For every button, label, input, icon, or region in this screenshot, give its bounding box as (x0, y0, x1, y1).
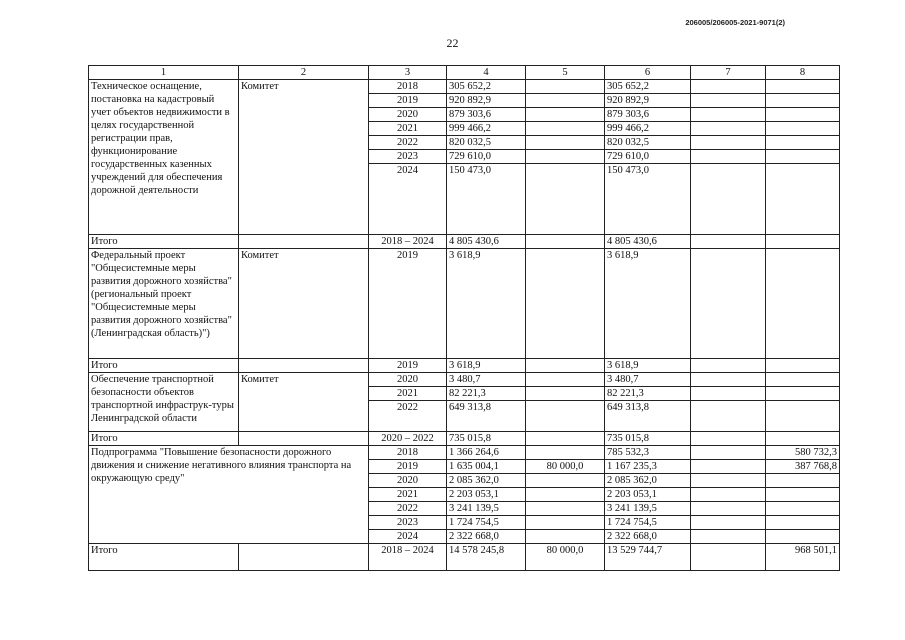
value-cell-col6: 150 473,0 (605, 164, 691, 235)
total-label-cell: Итого (89, 359, 239, 373)
value-cell-col5 (526, 150, 605, 164)
program-name-cell: Федеральный проект "Общесистемные меры развития дорожного хозяйства" (региональный проект "Общесистемные меры развития дорожного хозяйства" (Ленинградская область)") (89, 249, 239, 359)
value-cell-col6: 735 015,8 (605, 432, 691, 446)
program-name-cell: Обеспечение транспортной безопасности объектов транспортной инфраструк-туры Ленинградской области (89, 373, 239, 432)
table-row (89, 373, 840, 387)
value-cell-col4: 3 618,9 (447, 359, 526, 373)
value-cell-col5 (526, 136, 605, 150)
total-label-cell: Итого (89, 235, 239, 249)
year-cell: 2022 (369, 401, 447, 432)
year-cell: 2018 (369, 80, 447, 94)
column-header: 4 (447, 66, 526, 80)
year-cell: 2021 (369, 122, 447, 136)
value-cell-col8 (766, 80, 840, 94)
value-cell-col4: 150 473,0 (447, 164, 526, 235)
empty-cell (239, 432, 369, 446)
value-cell-col7 (691, 401, 766, 432)
value-cell-col5 (526, 474, 605, 488)
value-cell-col8 (766, 94, 840, 108)
year-cell: 2021 (369, 488, 447, 502)
header-row (89, 66, 840, 80)
value-cell-col8 (766, 530, 840, 544)
value-cell-col7 (691, 474, 766, 488)
value-cell-col6: 2 085 362,0 (605, 474, 691, 488)
value-cell-col7 (691, 488, 766, 502)
column-header: 5 (526, 66, 605, 80)
value-cell-col7 (691, 136, 766, 150)
value-cell-col7 (691, 446, 766, 460)
value-cell-col6: 3 241 139,5 (605, 502, 691, 516)
value-cell-col5 (526, 235, 605, 249)
value-cell-col4: 820 032,5 (447, 136, 526, 150)
year-cell: 2019 (369, 359, 447, 373)
value-cell-col4: 2 322 668,0 (447, 530, 526, 544)
value-cell-col4: 735 015,8 (447, 432, 526, 446)
value-cell-col7 (691, 359, 766, 373)
value-cell-col4: 649 313,8 (447, 401, 526, 432)
column-header: 8 (766, 66, 840, 80)
year-cell: 2020 – 2022 (369, 432, 447, 446)
column-header: 7 (691, 66, 766, 80)
value-cell-col4: 999 466,2 (447, 122, 526, 136)
value-cell-col7 (691, 164, 766, 235)
value-cell-col5 (526, 249, 605, 359)
value-cell-col4: 305 652,2 (447, 80, 526, 94)
value-cell-col4: 4 805 430,6 (447, 235, 526, 249)
value-cell-col4: 729 610,0 (447, 150, 526, 164)
value-cell-col8 (766, 108, 840, 122)
value-cell-col8: 968 501,1 (766, 544, 840, 571)
value-cell-col8 (766, 516, 840, 530)
value-cell-col5 (526, 502, 605, 516)
value-cell-col7 (691, 530, 766, 544)
year-cell: 2024 (369, 530, 447, 544)
table-row (89, 80, 840, 94)
total-row (89, 235, 840, 249)
value-cell-col8 (766, 122, 840, 136)
value-cell-col4: 14 578 245,8 (447, 544, 526, 571)
value-cell-col6: 3 618,9 (605, 249, 691, 359)
year-cell: 2019 (369, 460, 447, 474)
value-cell-col8 (766, 488, 840, 502)
value-cell-col6: 820 032,5 (605, 136, 691, 150)
program-name-cell: Техническое оснащение, постановка на кадастровый учет объектов недвижимости в целях государственной регистрации прав, функционирование государственных казенных учреждений для обеспечения дорожной деятельности (89, 80, 239, 235)
value-cell-col8 (766, 164, 840, 235)
value-cell-col8 (766, 136, 840, 150)
value-cell-col5 (526, 488, 605, 502)
value-cell-col8 (766, 387, 840, 401)
value-cell-col5 (526, 108, 605, 122)
value-cell-col7 (691, 373, 766, 387)
column-header: 2 (239, 66, 369, 80)
table-body (89, 66, 840, 571)
value-cell-col5 (526, 122, 605, 136)
value-cell-col4: 1 366 264,6 (447, 446, 526, 460)
year-cell: 2021 (369, 387, 447, 401)
empty-cell (239, 544, 369, 571)
value-cell-col7 (691, 387, 766, 401)
year-cell: 2019 (369, 249, 447, 359)
value-cell-col6: 785 532,3 (605, 446, 691, 460)
value-cell-col7 (691, 122, 766, 136)
year-cell: 2020 (369, 474, 447, 488)
value-cell-col6: 920 892,9 (605, 94, 691, 108)
value-cell-col6: 305 652,2 (605, 80, 691, 94)
executor-cell: Комитет (239, 80, 369, 235)
table-row (89, 446, 840, 460)
column-header: 1 (89, 66, 239, 80)
year-cell: 2022 (369, 502, 447, 516)
value-cell-col8 (766, 150, 840, 164)
value-cell-col5 (526, 516, 605, 530)
value-cell-col6: 3 480,7 (605, 373, 691, 387)
total-row (89, 359, 840, 373)
value-cell-col5 (526, 373, 605, 387)
value-cell-col6: 2 322 668,0 (605, 530, 691, 544)
value-cell-col4: 1 635 004,1 (447, 460, 526, 474)
program-name-cell: Подпрограмма "Повышение безопасности дорожного движения и снижение негативного влияния транспорта на окружающую среду" (89, 446, 369, 544)
value-cell-col8 (766, 235, 840, 249)
value-cell-col7 (691, 249, 766, 359)
value-cell-col5 (526, 387, 605, 401)
total-row (89, 432, 840, 446)
value-cell-col4: 3 618,9 (447, 249, 526, 359)
value-cell-col8: 387 768,8 (766, 460, 840, 474)
value-cell-col8: 580 732,3 (766, 446, 840, 460)
value-cell-col6: 649 313,8 (605, 401, 691, 432)
empty-cell (239, 235, 369, 249)
page-number: 22 (446, 36, 459, 50)
value-cell-col4: 920 892,9 (447, 94, 526, 108)
value-cell-col5 (526, 164, 605, 235)
year-cell: 2018 – 2024 (369, 235, 447, 249)
total-label-cell: Итого (89, 432, 239, 446)
value-cell-col8 (766, 401, 840, 432)
value-cell-col5: 80 000,0 (526, 544, 605, 571)
value-cell-col7 (691, 150, 766, 164)
executor-cell: Комитет (239, 373, 369, 432)
executor-cell: Комитет (239, 249, 369, 359)
table-row (89, 249, 840, 359)
value-cell-col4: 3 241 139,5 (447, 502, 526, 516)
value-cell-col7 (691, 460, 766, 474)
year-cell: 2020 (369, 108, 447, 122)
value-cell-col6: 4 805 430,6 (605, 235, 691, 249)
value-cell-col6: 879 303,6 (605, 108, 691, 122)
total-label-cell: Итого (89, 544, 239, 571)
value-cell-col4: 879 303,6 (447, 108, 526, 122)
year-cell: 2022 (369, 136, 447, 150)
total-row (89, 544, 840, 571)
value-cell-col6: 82 221,3 (605, 387, 691, 401)
value-cell-col6: 1 167 235,3 (605, 460, 691, 474)
value-cell-col5: 80 000,0 (526, 460, 605, 474)
value-cell-col8 (766, 249, 840, 359)
value-cell-col7 (691, 432, 766, 446)
value-cell-col4: 1 724 754,5 (447, 516, 526, 530)
value-cell-col7 (691, 502, 766, 516)
value-cell-col8 (766, 502, 840, 516)
value-cell-col6: 729 610,0 (605, 150, 691, 164)
year-cell: 2023 (369, 150, 447, 164)
value-cell-col5 (526, 80, 605, 94)
value-cell-col6: 13 529 744,7 (605, 544, 691, 571)
value-cell-col5 (526, 359, 605, 373)
value-cell-col5 (526, 432, 605, 446)
value-cell-col7 (691, 235, 766, 249)
value-cell-col7 (691, 94, 766, 108)
value-cell-col6: 1 724 754,5 (605, 516, 691, 530)
empty-cell (239, 359, 369, 373)
column-header: 6 (605, 66, 691, 80)
value-cell-col8 (766, 474, 840, 488)
budget-table (88, 65, 840, 571)
value-cell-col5 (526, 446, 605, 460)
value-cell-col8 (766, 359, 840, 373)
value-cell-col6: 2 203 053,1 (605, 488, 691, 502)
value-cell-col5 (526, 94, 605, 108)
value-cell-col6: 999 466,2 (605, 122, 691, 136)
value-cell-col7 (691, 544, 766, 571)
value-cell-col7 (691, 80, 766, 94)
value-cell-col5 (526, 401, 605, 432)
document-code: 206005/206005-2021-9071(2) (685, 18, 785, 27)
value-cell-col4: 2 203 053,1 (447, 488, 526, 502)
value-cell-col4: 82 221,3 (447, 387, 526, 401)
value-cell-col8 (766, 432, 840, 446)
value-cell-col6: 3 618,9 (605, 359, 691, 373)
year-cell: 2024 (369, 164, 447, 235)
column-header: 3 (369, 66, 447, 80)
year-cell: 2018 – 2024 (369, 544, 447, 571)
value-cell-col5 (526, 530, 605, 544)
year-cell: 2018 (369, 446, 447, 460)
year-cell: 2019 (369, 94, 447, 108)
value-cell-col4: 2 085 362,0 (447, 474, 526, 488)
value-cell-col4: 3 480,7 (447, 373, 526, 387)
year-cell: 2023 (369, 516, 447, 530)
value-cell-col7 (691, 108, 766, 122)
year-cell: 2020 (369, 373, 447, 387)
value-cell-col8 (766, 373, 840, 387)
value-cell-col7 (691, 516, 766, 530)
